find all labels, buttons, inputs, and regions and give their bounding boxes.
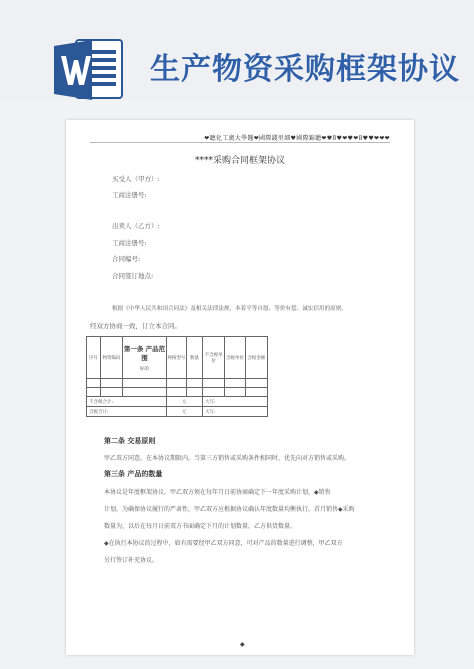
intro-line-1: 根据《中华人民共和国合同法》及相关法律法规，本着平等自愿、等价有偿、诚实信用的原则， <box>112 306 347 312</box>
article3-para-3: 数量为，以后在每月日前双方书面确定下月的计划数量，乙方供货数量。 <box>104 523 297 530</box>
banner <box>0 0 474 100</box>
currency-label: 元 <box>166 397 202 407</box>
document-title: ****采购合同框架协议 <box>194 156 285 166</box>
article2-text: 甲乙双方同意，在本协议期限内，当第三方销售或采购条件相同时，优先向对方销售或采购。 <box>104 455 351 462</box>
table-header-cell: 含税单价 <box>225 337 245 379</box>
table-header-cell: 物资编码 <box>100 337 122 379</box>
document-page <box>66 120 414 655</box>
table-row <box>87 379 268 388</box>
uppercase-label: 大写: <box>203 407 268 417</box>
table-header-cell: 规格型号 <box>166 337 186 379</box>
uppercase-label: 大写: <box>203 397 268 407</box>
table-total-no-tax-row <box>87 397 268 407</box>
table-header-cell: 含税金额 <box>245 337 267 379</box>
article2-heading: 第二条 交易原则 <box>104 436 156 445</box>
page-footer-mark: ◆ <box>240 641 245 648</box>
article1-heading: 第一条 产品范围 <box>123 344 166 362</box>
buyer-line: 买受人（甲方）: <box>112 175 160 183</box>
page-title: 生产物资采购框架协议 <box>150 52 460 87</box>
table-total-tax-row <box>87 407 268 417</box>
intro-line-2: 经双方协商一致，订立本合同。 <box>90 322 181 330</box>
header-rule <box>90 142 390 143</box>
table-header-cell: 不含税单价 <box>203 337 225 379</box>
article3-heading: 第三条 产品的数量 <box>104 469 163 478</box>
table-header-cell <box>123 337 167 379</box>
total-tax-label: 含税合计: <box>87 407 167 417</box>
word-icon <box>52 36 124 104</box>
buyer-reg-line: 工商注册号: <box>112 191 147 199</box>
total-no-tax-label: 不含税合计: <box>87 397 167 407</box>
seller-reg-line: 工商注册号: <box>112 239 147 247</box>
table-row <box>87 388 268 397</box>
sign-place-line: 合同签订地点: <box>112 272 154 280</box>
table-header-cell: 序号 <box>87 337 101 379</box>
contract-no-line: 合同编号: <box>112 255 141 263</box>
currency-label: 元 <box>166 407 202 417</box>
article3-para-2: 计划，为确保协议履行的严肃性，甲乙双方应根据协议确认年度数量均衡执行，首月销售◆采购 <box>104 506 355 513</box>
header-text: ❤聽化工廣大學饉❤國際錢里細♥國際錦聽❤♥8♥❤♥❤8♥♥❤❤❤ <box>204 135 390 142</box>
seller-line: 出卖人（乙方）: <box>112 222 160 230</box>
article3-para-5: 另行签订补充协议。 <box>104 557 159 564</box>
table-header-cell: 数量 <box>187 337 203 379</box>
table-header-label: 标的 <box>139 366 149 372</box>
product-table <box>86 336 268 417</box>
article3-para-1: 本协议是年度框架协议，甲乙双方须在每年月日前协商确定下一年度采购计划，◆销售 <box>104 489 331 496</box>
article3-para-4: ◆在执行本协议的过程中，如有需要经甲乙双方同意，可对产品的数量进行调整，甲乙双方 <box>104 540 343 547</box>
